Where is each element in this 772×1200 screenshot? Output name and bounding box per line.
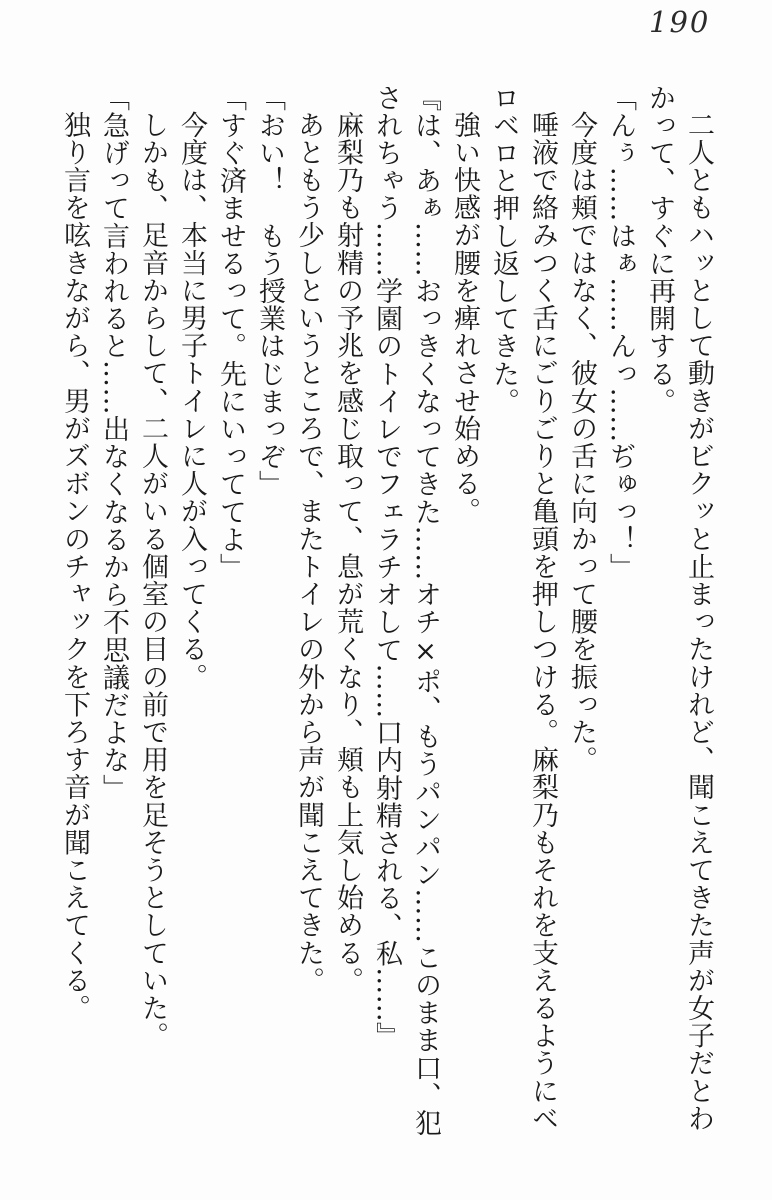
paragraph-narrative: 今度は頬ではなく、彼女の舌に向かって腰を振った。	[566, 111, 597, 774]
paragraph-narrative: 唾液で絡みつく舌にごりごりと亀頭を押しつける。麻梨乃もそれを支えるようにベロベロと押し返してきた。	[488, 84, 558, 1133]
paragraph-dialogue: 「んぅ……はぁ……んっ……ぢゅっ！」	[605, 84, 636, 581]
paragraph-dialogue: 「すぐ済ませるって。先にいっててよ」	[215, 84, 246, 581]
paragraph-narrative: 今度は、本当に男子トイレに人が入ってくる。	[176, 111, 207, 691]
paragraph-narrative: 強い快感が腰を痺れさせ始める。	[449, 111, 480, 525]
page-number: 190	[649, 5, 711, 39]
paragraph-narrative: あともう少しというところで、またトイレの外から声が聞こえてきた。	[293, 111, 324, 995]
novel-text-block	[54, 84, 718, 1140]
paragraph-inner-voice: 『は、あぁ……おっきくなってきた……オチ×ポ、もうパンパン……このまま口、犯されちゃう……学園のトイレでフェラチオして……口内射精される、私……』	[371, 84, 441, 1137]
paragraph-dialogue: 「おい！ もう授業はじまっぞ」	[254, 84, 285, 498]
paragraph-narrative: 二人ともハッとして動きがビクッと止まったけれど、聞こえてきた声が女子だとわかって、すぐに再開する。	[644, 84, 714, 1133]
paragraph-narrative: 独り言を呟きながら、男がズボンのチャックを下ろす音が聞こえてくる。	[59, 111, 90, 1022]
paragraph-narrative: 麻梨乃も射精の予兆を感じ取って、息が荒くなり、頬も上気し始める。	[332, 111, 363, 995]
paragraph-narrative: しかも、足音からして、二人がいる個室の目の前で用を足そうとしていた。	[137, 111, 168, 1050]
paragraph-dialogue: 「急げって言われると……出なくなるから不思議だよな」	[98, 84, 129, 802]
